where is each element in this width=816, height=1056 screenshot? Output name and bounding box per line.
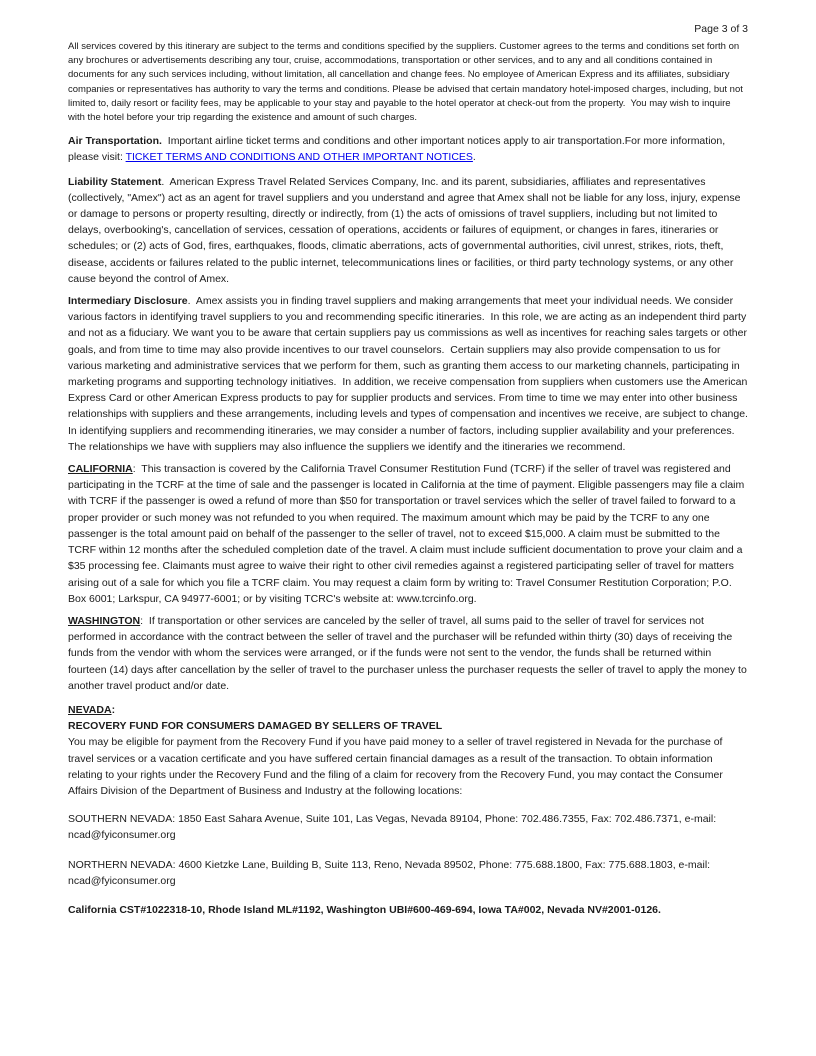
air-transportation-paragraph [68, 133, 748, 165]
washington-label: WASHINGTON [68, 614, 141, 627]
air-transportation-label: Air Transportation. [68, 135, 162, 148]
intermediary-disclosure-paragraph [68, 293, 754, 455]
california-text: : This transaction is covered by the California Travel Consumer Restitution Fund (TCRF) if the seller of travel was registered and participating in the TCRF at the time of sale and the passenger is located in California at the time of payment. Eligible passengers may file a claim with TCRF if the passenger is owed a refund of more than $50 for transportation or travel services which the seller of travel failed to forward to a proper provider or such money was not refunded to you when required. The maximum amount which may be paid by the TCRF to any one passenger is the total amount paid on behalf of the passenger to the seller of travel, not to exceed $15,000. A claim must be submitted to the TCRF within 12 months after the scheduled completion date of the travel. A claim must include sufficient documentation to prove your claim and a $35 processing fee. Claimants must agree to waive their right to other civil remedies against a registered participating seller of travel for matters arising out of a sale for which you file a TCRF claim. You may request a claim form by writing to: Travel Consumer Restitution Corporation; P.O. Box 6001; Larkspur, CA 94977-6001; or by visiting TCRC's website at: www.tcrcinfo.org. [68, 463, 748, 605]
southern-nevada-contact: SOUTHERN NEVADA: 1850 East Sahara Avenue, Suite 101, Las Vegas, Nevada 89104, Phone: 702.486.7355, Fax: 702.486.7371, e-mail: ncad@fyiconsumer.org [68, 813, 720, 842]
ticket-terms-link[interactable]: TICKET TERMS AND CONDITIONS AND OTHER IMPORTANT NOTICES [125, 151, 473, 164]
nevada-label: NEVADA [68, 703, 112, 716]
washington-paragraph [68, 613, 748, 694]
intermediary-disclosure-text: . Amex assists you in finding travel suppliers and making arrangements that meet your individual needs. We consider various factors in identifying travel suppliers to you and recommending specific itineraries. In this role, we are acting as an independent third party and not as a fiduciary. We want you to be aware that certain suppliers pay us commissions as well as incentives for reaching sales targets or other goals, and from time to time may also provide incentives to our travel counselors. Certain suppliers may also provide compensation to us for various marketing and administrative services that we perform for them, such as granting them access to our marketing channels, participating in marketing programs and supporting technology initiatives. In addition, we receive compensation from suppliers when customers use the American Express Card or other American Express products to pay for supplier products and services. From time to time we may enter into other business relationships with suppliers and these arrangements, including levels and types of compensation and incentives we receive, are subject to change. In identifying suppliers and recommending itineraries, we may consider a number of factors, including supplier availability and your preferences. The relationships we have with suppliers may also influence the suppliers we identify and the itineraries we recommend. [68, 295, 754, 453]
air-transportation-text: Important airline ticket terms and conditions and other important notices apply to air transportation.For more information, please visit: [68, 135, 729, 164]
washington-text: : If transportation or other services are canceled by the seller of travel, all sums paid to the seller of travel for services not performed in accordance with the contract between the seller of travel and the purchaser will be refunded within thirty (30) days of receiving the funds from the vendor with whom the services were arranged, or if the funds were not sent to the vendor, the funds shall be returned within fourteen (14) days after cancellation by the seller of travel to the purchaser unless the purchaser requests the seller of travel to apply the money to another travel product and/or date. [68, 614, 750, 692]
california-label: CALIFORNIA [68, 463, 133, 476]
air-transportation-period: . [472, 151, 476, 164]
page-number: Page 3 of 3 [694, 23, 748, 35]
nevada-label-colon: : [111, 703, 116, 716]
northern-nevada-contact: NORTHERN NEVADA: 4600 Kietzke Lane, Building B, Suite 113, Reno, Nevada 89502, Phone: 775.688.1800, Fax: 775.688.1803, e-mail: ncad@fyiconsumer.org [68, 858, 713, 887]
liability-statement-label: Liability Statement [68, 175, 162, 188]
california-paragraph [68, 461, 748, 607]
liability-statement-text: . American Express Travel Related Services Company, Inc. and its parent, subsidiaries, affiliates and representatives (collectively, "Amex") act as an agent for travel suppliers and you understand and agree that Amex shall not be liable for any loss, injury, expense or damage to persons or property resulting, directly or indirectly, from (1) the acts of omissions of travel suppliers, including but not limited to delays, overbooking's, cancellation of services, cessation of operations, accidents or failures of equipment, or changes in fares, itineraries or schedules; or (2) acts of God, fires, earthquakes, floods, climatic aberrations, acts of governmental authorities, civil unrest, strikes, riots, theft, disease, accidents or failures related to the public internet, telecommunications lines or facilities, or third party technology systems, or any other cause beyond the control of Amex. [68, 175, 744, 285]
registration-numbers-line: California CST#1022318-10, Rhode Island ML#1192, Washington UBI#600-469-694, Iowa TA#002, Nevada NV#2001-0126. [68, 903, 661, 916]
nevada-recovery-fund-heading: RECOVERY FUND FOR CONSUMERS DAMAGED BY SELLERS OF TRAVEL [68, 720, 443, 733]
nevada-heading [68, 702, 748, 718]
terms-intro-paragraph: All services covered by this itinerary are subject to the terms and conditions specified by the suppliers. Customer agrees to the terms and conditions set forth on any brochures or advertisements describing any tour, cruise, accommodations, transportation or other services, and to any and all conditions contained in documents for any such services including, without limitation, all cancellation and change fees. No employee of American Express and its affiliates, subsidiary companies or representatives has authority to vary the terms and conditions. Please be advised that certain mandatory hotel-imposed charges, including, but not limited to, daily resort or facility fees, may be applicable to your stay and payable to the hotel operator at check-out from the property. You may wish to inquire with the hotel before your trip regarding the existence and amount of such charges. [68, 41, 746, 124]
liability-statement-paragraph [68, 174, 748, 287]
nevada-text: You may be eligible for payment from the Recovery Fund if you have paid money to a seller of travel registered in Nevada for the purchase of travel services or a vacation certificate and you have suffered certain financial damages as a result of the transaction. To obtain information relating to your rights under the Recovery Fund and the filing of a claim for recovery from the Recovery Fund, you may contact the Consumer Affairs Division of the Department of Business and Industry at the following locations: [68, 736, 726, 797]
nevada-paragraph [68, 702, 748, 799]
intermediary-disclosure-label: Intermediary Disclosure [68, 295, 188, 308]
